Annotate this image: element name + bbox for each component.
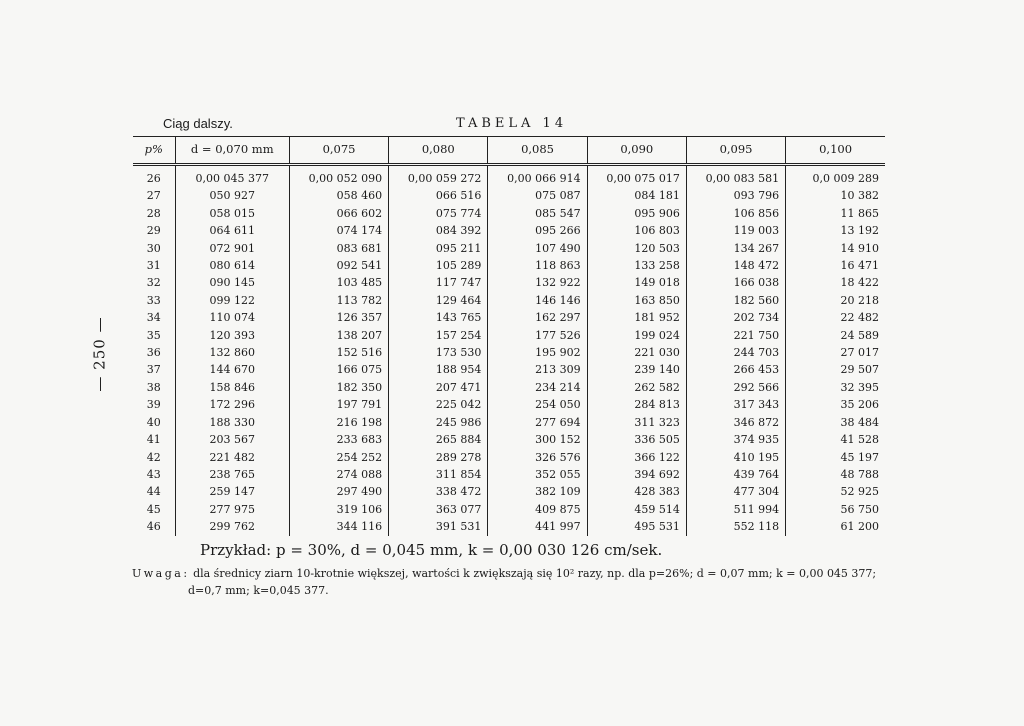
row-percent-cell: 36 (146, 346, 161, 360)
value-cell: 143 765 (389, 309, 488, 326)
value-cell: 274 088 (289, 466, 388, 483)
table-row (133, 187, 885, 204)
table-header-row (133, 137, 885, 165)
value-cell: 095 906 (587, 205, 686, 222)
row-percent-cell: 32 (146, 276, 161, 290)
row-percent-cell: 42 (146, 450, 161, 464)
row-percent-cell: 41 (146, 433, 161, 447)
value-cell: 195 902 (488, 344, 587, 361)
value-cell: 300 152 (488, 431, 587, 448)
row-percent-cell: 26 (146, 172, 161, 185)
row-percent-cell: 46 (146, 520, 161, 534)
data-table (133, 136, 885, 536)
value-cell: 117 747 (389, 274, 488, 291)
value-cell: 148 472 (686, 257, 785, 274)
value-cell: 61 200 (786, 518, 885, 535)
value-cell: 14 910 (786, 240, 885, 257)
value-cell: 084 392 (389, 222, 488, 239)
value-cell: 16 471 (786, 257, 885, 274)
value-cell: 113 782 (289, 292, 388, 309)
value-cell: 199 024 (587, 327, 686, 344)
value-cell: 152 516 (289, 344, 388, 361)
row-percent-cell: 38 (146, 380, 161, 394)
value-cell: 129 464 (389, 292, 488, 309)
table-row (133, 309, 885, 326)
table-row (133, 518, 885, 535)
value-cell: 095 211 (389, 240, 488, 257)
row-percent-cell: 31 (146, 259, 161, 273)
value-cell: 10 382 (786, 187, 885, 204)
header-d-085: 0,085 (488, 137, 587, 165)
table-row (133, 205, 885, 222)
value-cell: 202 734 (686, 309, 785, 326)
value-cell: 166 038 (686, 274, 785, 291)
value-cell: 080 614 (175, 257, 289, 274)
value-cell: 064 611 (175, 222, 289, 239)
value-cell: 239 140 (587, 361, 686, 378)
value-cell: 075 087 (488, 187, 587, 204)
value-cell: 132 860 (175, 344, 289, 361)
table-row (133, 431, 885, 448)
value-cell: 119 003 (686, 222, 785, 239)
table-title: TABELA 14 (456, 116, 568, 131)
header-d-100: 0,100 (786, 137, 885, 165)
value-cell: 0,00 045 377 (175, 165, 289, 188)
header-d-075: 0,075 (289, 137, 388, 165)
value-cell: 265 884 (389, 431, 488, 448)
value-cell: 0,00 083 581 (686, 165, 785, 188)
value-cell: 092 541 (289, 257, 388, 274)
value-cell: 162 297 (488, 309, 587, 326)
value-cell: 138 207 (289, 327, 388, 344)
value-cell: 058 015 (175, 205, 289, 222)
value-cell: 146 146 (488, 292, 587, 309)
value-cell: 382 109 (488, 483, 587, 500)
value-cell: 066 602 (289, 205, 388, 222)
value-cell: 29 507 (786, 361, 885, 378)
value-cell: 095 266 (488, 222, 587, 239)
row-percent-cell: 34 (146, 311, 161, 325)
value-cell: 118 863 (488, 257, 587, 274)
value-cell: 074 174 (289, 222, 388, 239)
value-cell: 277 975 (175, 501, 289, 518)
header-d-090: 0,090 (587, 137, 686, 165)
row-percent-cell: 45 (146, 502, 161, 516)
table-row (133, 449, 885, 466)
row-percent-cell: 44 (146, 485, 161, 499)
header-p-percent: p% (133, 137, 175, 165)
value-cell: 233 683 (289, 431, 388, 448)
value-cell: 297 490 (289, 483, 388, 500)
value-cell: 32 395 (786, 379, 885, 396)
note-text-line1: dla średnicy ziarn 10-krotnie większej, wartości k zwiększają się 10² razy, np. dla p=26%; d = 0,07 mm; k = 0,00 045 377; (193, 567, 877, 580)
value-cell: 459 514 (587, 501, 686, 518)
header-d-080: 0,080 (389, 137, 488, 165)
row-percent-cell: 30 (146, 241, 161, 255)
value-cell: 207 471 (389, 379, 488, 396)
value-cell: 311 323 (587, 414, 686, 431)
value-cell: 254 050 (488, 396, 587, 413)
value-cell: 244 703 (686, 344, 785, 361)
value-cell: 133 258 (587, 257, 686, 274)
value-cell: 075 774 (389, 205, 488, 222)
row-percent-cell: 27 (146, 189, 161, 203)
value-cell: 225 042 (389, 396, 488, 413)
row-percent-cell: 33 (146, 293, 161, 307)
continuation-label: Ciąg dalszy. (163, 116, 233, 131)
value-cell: 391 531 (389, 518, 488, 535)
row-percent-cell: 39 (146, 398, 161, 412)
value-cell: 259 147 (175, 483, 289, 500)
table-row (133, 165, 885, 188)
value-cell: 234 214 (488, 379, 587, 396)
value-cell: 363 077 (389, 501, 488, 518)
value-cell: 050 927 (175, 187, 289, 204)
value-cell: 48 788 (786, 466, 885, 483)
table-row (133, 466, 885, 483)
value-cell: 158 846 (175, 379, 289, 396)
value-cell: 144 670 (175, 361, 289, 378)
value-cell: 254 252 (289, 449, 388, 466)
value-cell: 27 017 (786, 344, 885, 361)
row-percent-cell: 40 (146, 415, 161, 429)
row-percent-cell: 35 (146, 328, 161, 342)
value-cell: 35 206 (786, 396, 885, 413)
value-cell: 366 122 (587, 449, 686, 466)
value-cell: 093 796 (686, 187, 785, 204)
value-cell: 072 901 (175, 240, 289, 257)
table-row (133, 483, 885, 500)
value-cell: 188 330 (175, 414, 289, 431)
value-cell: 245 986 (389, 414, 488, 431)
row-percent-cell: 28 (146, 206, 161, 220)
value-cell: 132 922 (488, 274, 587, 291)
row-percent-cell: 43 (146, 467, 161, 481)
value-cell: 083 681 (289, 240, 388, 257)
value-cell: 090 145 (175, 274, 289, 291)
value-cell: 317 343 (686, 396, 785, 413)
value-cell: 106 803 (587, 222, 686, 239)
value-cell: 441 997 (488, 518, 587, 535)
value-cell: 344 116 (289, 518, 388, 535)
value-cell: 311 854 (389, 466, 488, 483)
value-cell: 134 267 (686, 240, 785, 257)
value-cell: 058 460 (289, 187, 388, 204)
value-cell: 38 484 (786, 414, 885, 431)
row-percent-cell: 37 (146, 363, 161, 377)
value-cell: 066 516 (389, 187, 488, 204)
table-row (133, 240, 885, 257)
value-cell: 221 030 (587, 344, 686, 361)
header-d-095: 0,095 (686, 137, 785, 165)
value-cell: 319 106 (289, 501, 388, 518)
table-row (133, 396, 885, 413)
value-cell: 166 075 (289, 361, 388, 378)
value-cell: 157 254 (389, 327, 488, 344)
value-cell: 409 875 (488, 501, 587, 518)
table-row (133, 274, 885, 291)
value-cell: 289 278 (389, 449, 488, 466)
value-cell: 106 856 (686, 205, 785, 222)
value-cell: 221 750 (686, 327, 785, 344)
table-row (133, 292, 885, 309)
value-cell: 110 074 (175, 309, 289, 326)
table-row (133, 501, 885, 518)
row-percent-cell: 29 (146, 224, 161, 238)
value-cell: 238 765 (175, 466, 289, 483)
value-cell: 105 289 (389, 257, 488, 274)
value-cell: 18 422 (786, 274, 885, 291)
value-cell: 084 181 (587, 187, 686, 204)
value-cell: 284 813 (587, 396, 686, 413)
value-cell: 477 304 (686, 483, 785, 500)
note-label: Uwaga: (132, 567, 190, 580)
value-cell: 292 566 (686, 379, 785, 396)
value-cell: 120 393 (175, 327, 289, 344)
value-cell: 352 055 (488, 466, 587, 483)
value-cell: 45 197 (786, 449, 885, 466)
table-body (133, 165, 885, 536)
example-line: Przykład: p = 30%, d = 0,045 mm, k = 0,00 030 126 cm/sek. (200, 541, 663, 559)
value-cell: 41 528 (786, 431, 885, 448)
value-cell: 24 589 (786, 327, 885, 344)
value-cell: 428 383 (587, 483, 686, 500)
value-cell: 085 547 (488, 205, 587, 222)
table-row (133, 414, 885, 431)
value-cell: 52 925 (786, 483, 885, 500)
value-cell: 182 350 (289, 379, 388, 396)
table-row (133, 361, 885, 378)
value-cell: 0,00 059 272 (389, 165, 488, 188)
value-cell: 299 762 (175, 518, 289, 535)
value-cell: 107 490 (488, 240, 587, 257)
value-cell: 213 309 (488, 361, 587, 378)
value-cell: 13 192 (786, 222, 885, 239)
table-row (133, 327, 885, 344)
value-cell: 277 694 (488, 414, 587, 431)
table-row (133, 344, 885, 361)
value-cell: 336 505 (587, 431, 686, 448)
value-cell: 188 954 (389, 361, 488, 378)
value-cell: 197 791 (289, 396, 388, 413)
value-cell: 203 567 (175, 431, 289, 448)
value-cell: 149 018 (587, 274, 686, 291)
value-cell: 22 482 (786, 309, 885, 326)
value-cell: 163 850 (587, 292, 686, 309)
value-cell: 439 764 (686, 466, 785, 483)
value-cell: 394 692 (587, 466, 686, 483)
note-block (132, 565, 892, 599)
table-row (133, 222, 885, 239)
value-cell: 173 530 (389, 344, 488, 361)
value-cell: 0,00 052 090 (289, 165, 388, 188)
value-cell: 20 218 (786, 292, 885, 309)
value-cell: 262 582 (587, 379, 686, 396)
value-cell: 221 482 (175, 449, 289, 466)
value-cell: 326 576 (488, 449, 587, 466)
page-number: — 250 — (91, 316, 110, 392)
value-cell: 126 357 (289, 309, 388, 326)
header-d-070: d = 0,070 mm (175, 137, 289, 165)
value-cell: 216 198 (289, 414, 388, 431)
value-cell: 0,00 075 017 (587, 165, 686, 188)
value-cell: 099 122 (175, 292, 289, 309)
value-cell: 11 865 (786, 205, 885, 222)
table-row (133, 379, 885, 396)
value-cell: 182 560 (686, 292, 785, 309)
value-cell: 552 118 (686, 518, 785, 535)
value-cell: 410 195 (686, 449, 785, 466)
value-cell: 346 872 (686, 414, 785, 431)
value-cell: 177 526 (488, 327, 587, 344)
value-cell: 172 296 (175, 396, 289, 413)
value-cell: 181 952 (587, 309, 686, 326)
value-cell: 495 531 (587, 518, 686, 535)
value-cell: 56 750 (786, 501, 885, 518)
value-cell: 374 935 (686, 431, 785, 448)
value-cell: 338 472 (389, 483, 488, 500)
table-row (133, 257, 885, 274)
value-cell: 120 503 (587, 240, 686, 257)
value-cell: 0,00 066 914 (488, 165, 587, 188)
value-cell: 103 485 (289, 274, 388, 291)
value-cell: 266 453 (686, 361, 785, 378)
note-text-line2: d=0,7 mm; k=0,045 377. (188, 584, 329, 597)
value-cell: 0,0 009 289 (786, 165, 885, 188)
value-cell: 511 994 (686, 501, 785, 518)
